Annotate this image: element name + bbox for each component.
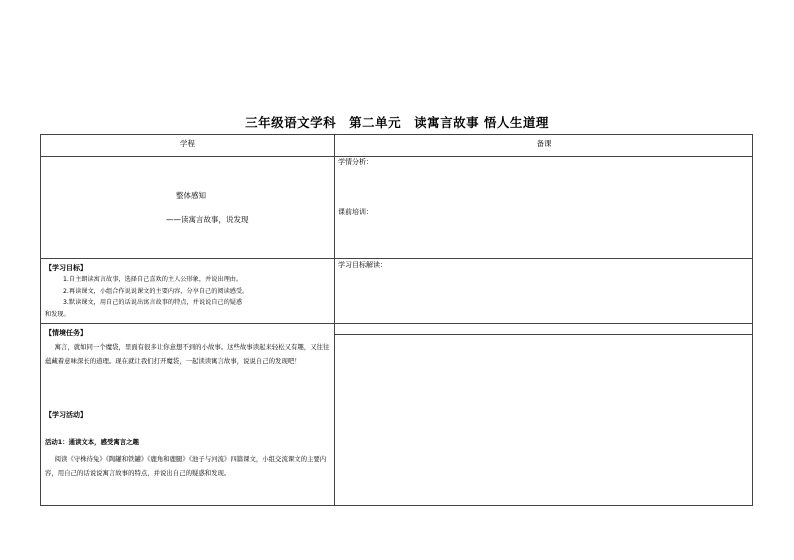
activity-title: 活动1：通读文本，感受寓言之趣 <box>45 438 139 446</box>
lesson-table <box>40 134 753 506</box>
document-title: 三年级语文学科 第二单元 读寓言故事 悟人生道理 <box>245 115 549 130</box>
right-column-header: 备课 <box>536 139 552 148</box>
activity-text: 阅读《守株待兔》《陶罐和铁罐》《鹿角和鹿腿》《池子与河流》四篇课文，小组交流课文的主要内容，用自己的话说说寓言故事的特点，并说出自己的疑惑和发现。 <box>45 455 327 477</box>
guidance-label: 课前培训： <box>338 208 373 216</box>
right-row-divider-3 <box>334 334 752 335</box>
goals-list <box>63 274 333 309</box>
right-row-divider-2 <box>334 323 752 324</box>
row-divider-overview <box>41 258 334 259</box>
activities-label: 【学习活动】 <box>45 411 87 419</box>
goal-item-2: 2.再读课文，小组合作说说课文的主要内容，分享自己的阅读感受。 <box>63 287 249 295</box>
header-divider <box>41 156 752 157</box>
goal-item-1: 1.自主朗读寓言故事，选择自己喜欢的主人公形象，并说出理由。 <box>63 276 243 283</box>
goals-label: 【学习目标】 <box>45 264 87 272</box>
goal-item-3: 3.默读课文，用自己的话说出寓言故事的特点，并说说自己的疑惑 <box>63 299 243 306</box>
goal-item-3-continuation: 和发现。 <box>45 311 70 318</box>
row-divider-goals <box>41 323 334 324</box>
left-column-header: 学程 <box>180 139 195 148</box>
scenario-label: 【情境任务】 <box>45 329 87 337</box>
right-row-divider-1 <box>334 258 752 259</box>
overview-heading: 整体感知 <box>176 191 206 200</box>
overview-subheading: ——读寓言故事，说发现 <box>166 215 249 224</box>
column-divider <box>334 135 335 505</box>
analysis-label: 学情分析： <box>338 158 373 166</box>
goal-reading-label: 学习目标解读： <box>338 261 387 269</box>
scenario-text: 寓言，就如同一个魔袋，里面有很多让你意想不到的小故事。这些故事读起来轻松又有趣，又往往蕴藏着意味深长的道理。现在就让我们打开魔袋，一起读读寓言故事，说说自己的发现吧！ <box>45 343 330 365</box>
